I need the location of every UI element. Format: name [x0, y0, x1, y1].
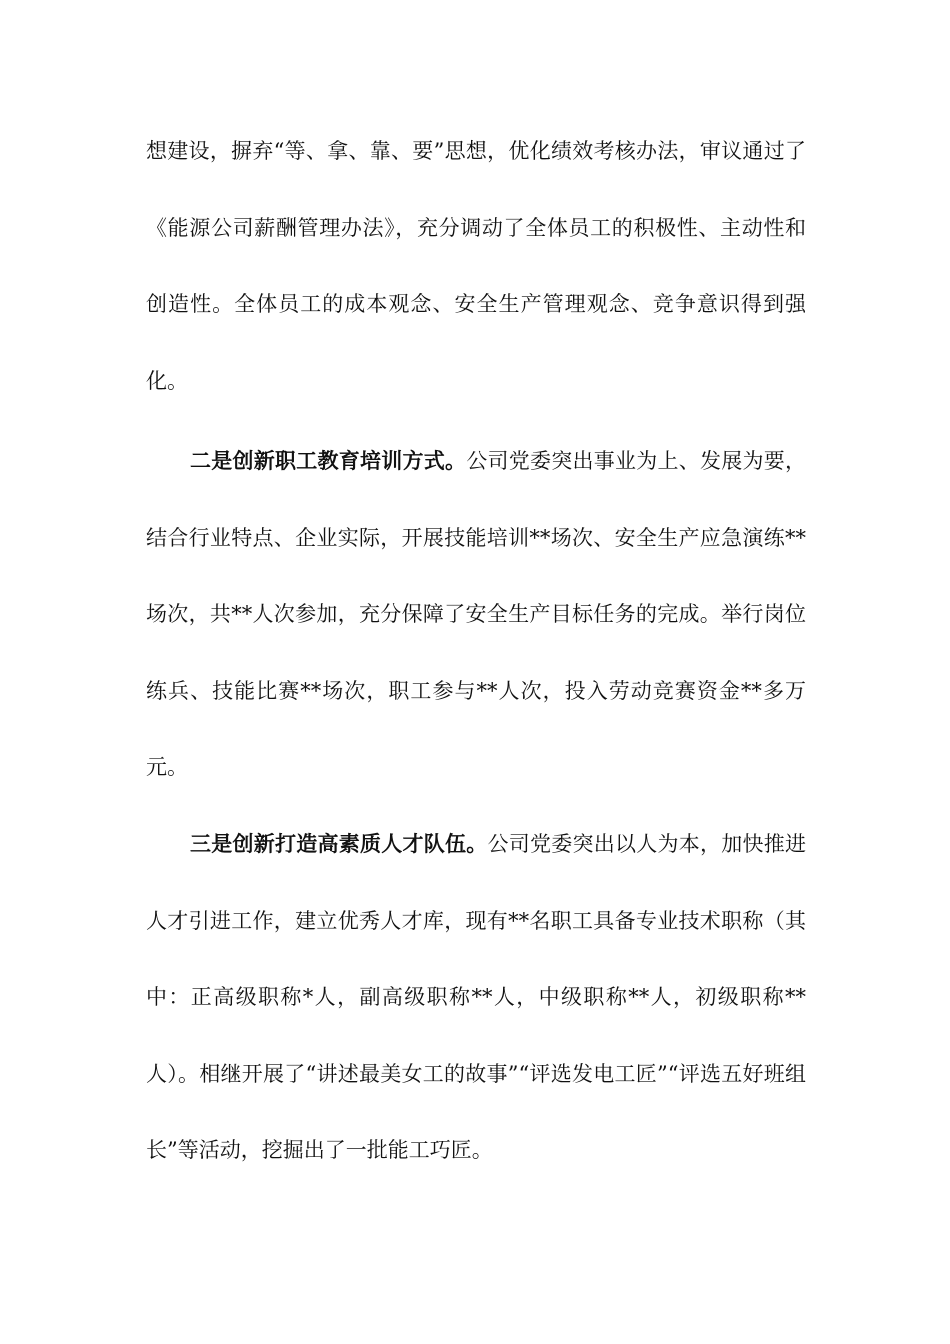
paragraph-education-training [146, 423, 806, 806]
paragraph-lead-heading: 二是创新职工教育培训方式。 [190, 448, 467, 473]
paragraph-lead-heading: 三是创新打造高素质人才队伍。 [190, 831, 488, 856]
paragraph-talent-team [146, 806, 806, 1189]
paragraph-body: 想建设，摒弃“等、拿、靠、要”思想，优化绩效考核办法，审议通过了《能源公司薪酬管理办法》，充分调动了全体员工的积极性、主动性和创造性。全体员工的成本观念、安全生产管理观念、竞争意识得到强化。 [146, 139, 806, 393]
paragraph-body: 公司党委突出事业为上、发展为要，结合行业特点、企业实际，开展技能培训**场次、安全生产应急演练**场次，共**人次参加，充分保障了安全生产目标任务的完成。举行岗位练兵、技能比赛**场次，职工参与**人次，投入劳动竞赛资金**多万元。 [146, 449, 806, 779]
paragraph-continuation [146, 113, 806, 419]
paragraph-body: 公司党委突出以人为本，加快推进人才引进工作，建立优秀人才库，现有**名职工具备专业技术职称（其中：正高级职称*人，副高级职称**人，中级职称**人，初级职称**人）。相继开展了“讲述最美女工的故事”“评选发电工匠”“评选五好班组长”等活动，挖掘出了一批能工巧匠。 [146, 832, 806, 1162]
